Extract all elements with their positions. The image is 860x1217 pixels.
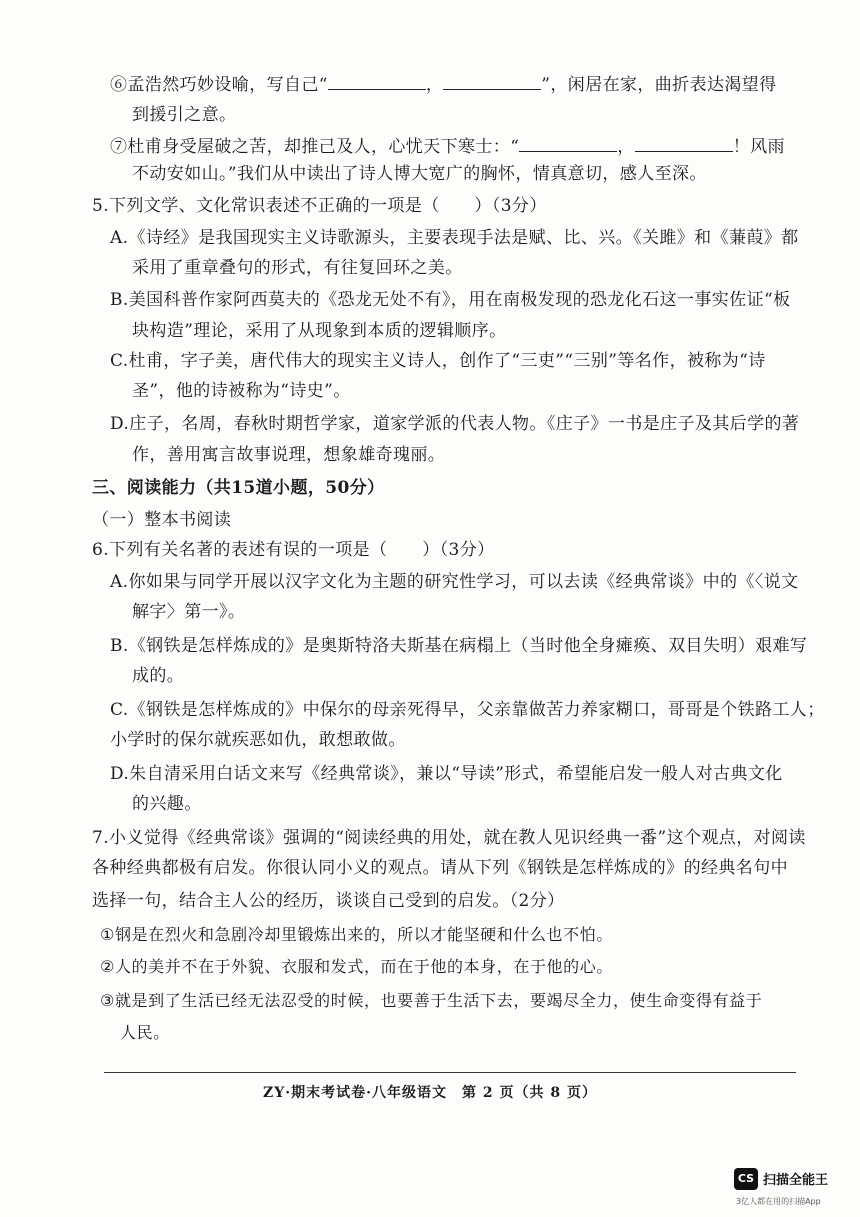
- camscanner-logo-icon: CS: [734, 1168, 758, 1190]
- q4-item7-line1: [110, 136, 785, 158]
- q5-option-d: D.庄子，名周，春秋时期哲学家，道家学派的代表人物。《庄子》一书是庄子及其后学的著: [110, 414, 800, 434]
- footer-divider: [104, 1072, 796, 1073]
- item7-text-a: ⑦杜甫身受屋破之苦，却推己及人，心忧天下寒士：“: [110, 137, 520, 157]
- q5-option-a-cont: 采用了重章叠句的形式，有往复回环之美。: [132, 258, 463, 278]
- q7-line1: 7.小义觉得《经典常谈》强调的“阅读经典的用处，就在教人见识经典一番”这个观点，对阅读: [92, 828, 806, 848]
- q6-option-b: B.《钢铁是怎样炼成的》是奥斯特洛夫斯基在病榻上（当时他全身瘫痪、双目失明）艰难写: [110, 636, 808, 656]
- q5-option-b: B.美国科普作家阿西莫夫的《恐龙无处不有》，用在南极发现的恐龙化石这一事实佐证“板: [110, 290, 791, 310]
- page-footer: ZY·期末考试卷·八年级语文 第 2 页（共 8 页）: [263, 1085, 597, 1101]
- q4-item6-line2: 到援引之意。: [132, 105, 237, 125]
- q7-line2: 各种经典都极有启发。你很认同小义的观点。请从下列《钢铁是怎样炼成的》的经典名句中: [92, 858, 788, 878]
- scanner-watermark: [734, 1168, 844, 1210]
- item7-sep: ，: [617, 137, 635, 157]
- blank-input[interactable]: [519, 137, 617, 152]
- q4-item6-line1: [110, 74, 777, 96]
- q5-option-b-cont: 块构造”理论，采用了从现象到本质的逻辑顺序。: [132, 321, 507, 341]
- q6-stem: 6.下列有关名著的表述有误的一项是（ ）（3分）: [92, 540, 495, 560]
- q6-option-b-cont: 成的。: [132, 666, 185, 686]
- q6-option-a-cont: 解字〉第一》。: [132, 602, 246, 622]
- item6-sep: ，: [425, 75, 444, 95]
- watermark-app-name: 扫描全能王: [763, 1173, 829, 1188]
- q7-quote-1: ①钢是在烈火和急剧冷却里锻炼出来的，所以才能坚硬和什么也不怕。: [100, 925, 613, 944]
- section-title: 三、阅读能力（共15道小题，50分）: [92, 478, 385, 498]
- q6-option-a: A.你如果与同学开展以汉字文化为主题的研究性学习，可以去读《经典常谈》中的《〈说文: [110, 572, 799, 592]
- blank-input[interactable]: [443, 75, 541, 90]
- q6-option-c: C.《钢铁是怎样炼成的》中保尔的母亲死得早，父亲靠做苦力养家糊口，哥哥是个铁路工人；: [110, 700, 825, 720]
- q6-option-d-cont: 的兴趣。: [132, 794, 202, 814]
- watermark-tagline: 3亿人都在用的扫描App: [736, 1197, 821, 1206]
- q7-quote-3-cont: 人民。: [120, 1023, 170, 1042]
- subsection-title: （一）整本书阅读: [92, 510, 232, 530]
- q6-option-d: D.朱自清采用白话文来写《经典常谈》，兼以“导读”形式，希望能启发一般人对古典文化: [110, 764, 783, 784]
- item6-text-a: ⑥孟浩然巧妙设喻，写自己“: [110, 75, 328, 95]
- q7-quote-2: ②人的美并不在于外貌、衣服和发式，而在于他的本身，在于他的心。: [100, 957, 613, 976]
- blank-input[interactable]: [635, 137, 733, 152]
- q4-item7-line2: 不动安如山。”我们从中读出了诗人博大宽广的胸怀，情真意切，感人至深。: [132, 164, 707, 184]
- q7-quote-3: ③就是到了生活已经无法忍受的时候，也要善于生活下去，要竭尽全力，使生命变得有益于: [100, 991, 763, 1010]
- q6-option-c-cont: 小学时的保尔就疾恶如仇，敢想敢做。: [110, 730, 406, 750]
- q7-line3: 选择一句，结合主人公的经历，谈谈自己受到的启发。（2分）: [92, 891, 565, 911]
- q5-option-d-cont: 作，善用寓言故事说理，想象雄奇瑰丽。: [132, 445, 446, 465]
- item6-text-b: ”，闲居在家，曲折表达渴望得: [541, 75, 777, 95]
- q5-option-c: C.杜甫，字子美，唐代伟大的现实主义诗人，创作了“三吏”“三别”等名作，被称为“诗: [110, 351, 766, 371]
- q5-stem: 5.下列文学、文化常识表述不正确的一项是（ ）（3分）: [92, 196, 547, 216]
- item7-text-b: ！风雨: [732, 137, 785, 157]
- q5-option-a: A.《诗经》是我国现实主义诗歌源头，主要表现手法是赋、比、兴。《关雎》和《蒹葭》都: [110, 228, 799, 248]
- blank-input[interactable]: [328, 75, 426, 90]
- q5-option-c-cont: 圣”，他的诗被称为“诗史”。: [132, 381, 351, 401]
